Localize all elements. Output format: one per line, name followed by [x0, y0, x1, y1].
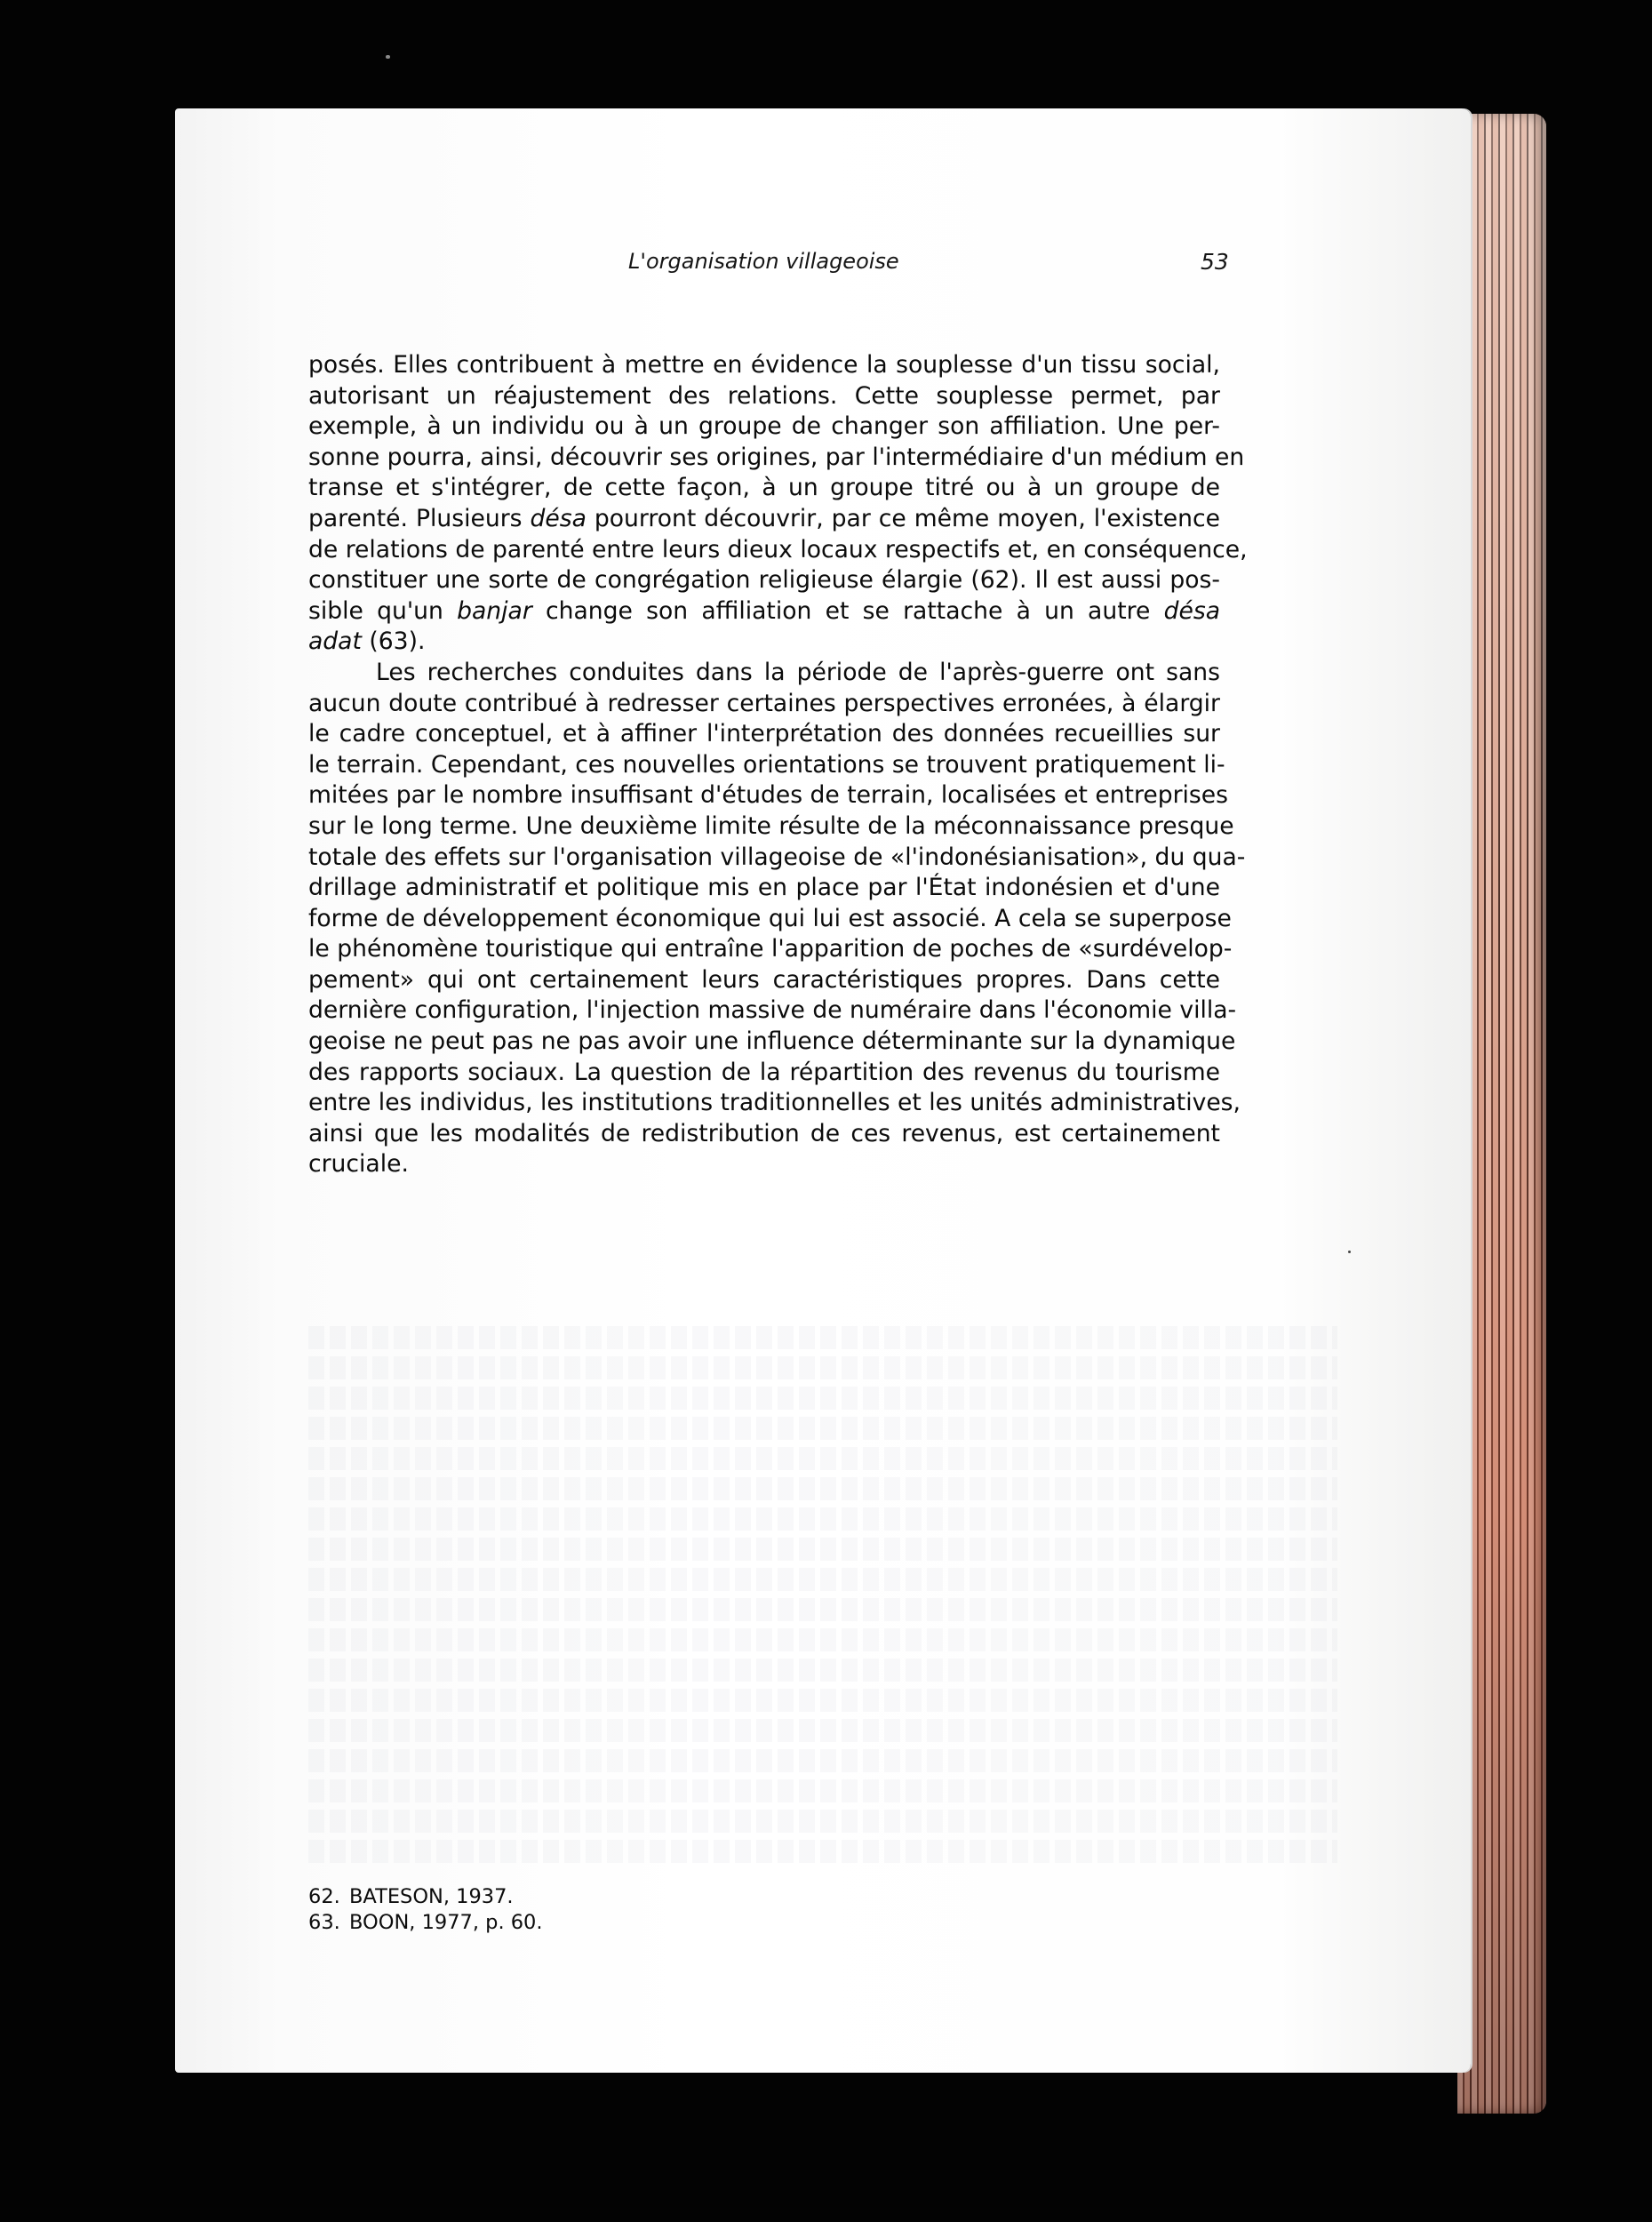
text-line: constituer une sorte de congrégation religieuse élargie (62). Il est aussi pos-: [308, 566, 1220, 595]
text-line: de relations de parenté entre leurs dieux locaux respectifs et, en conséquence,: [308, 535, 1248, 563]
text-line: ainsi que les modalités de redistribution de ces revenus, est certainement: [308, 1119, 1220, 1147]
text-line: dernière configuration, l'injection massive de numéraire dans l'économie villa-: [308, 996, 1237, 1025]
bleed-through-line: [308, 1447, 1337, 1470]
book-page: [175, 108, 1471, 2073]
text-line: le phénomène touristique qui entraîne l'apparition de poches de «surdévelop-: [308, 935, 1233, 963]
bleed-through-line: [308, 1779, 1337, 1802]
dust-mark: [386, 55, 390, 59]
text-line: parenté. Plusieurs désa pourront découvrir, par ce même moyen, l'existence: [308, 504, 1220, 532]
bleed-through-line: [308, 1507, 1337, 1531]
bleed-through-line: [308, 1689, 1337, 1712]
text-line: sur le long terme. Une deuxième limite résulte de la méconnaissance presque: [308, 811, 1234, 840]
bleed-through-line: [308, 1840, 1337, 1863]
bleed-through-line: [308, 1356, 1337, 1379]
footnotes: [308, 1884, 543, 1936]
bleed-through-line: [308, 1810, 1337, 1833]
running-title: L'organisation villageoise: [628, 249, 899, 274]
bleed-through-line: [308, 1598, 1337, 1621]
text-line: le terrain. Cependant, ces nouvelles orientations se trouvent pratiquement li-: [308, 750, 1225, 779]
text-line: cruciale.: [308, 1150, 409, 1179]
text-line: exemple, à un individu ou à un groupe de changer son affiliation. Une per-: [308, 412, 1220, 441]
footnote-62: [308, 1884, 543, 1910]
text-line: totale des effets sur l'organisation villageoise de «l'indonésianisation», du qua-: [308, 843, 1246, 871]
bleed-through-line: [308, 1326, 1337, 1349]
text-line: drillage administratif et politique mis en place par l'État indonésien et d'une: [308, 874, 1220, 902]
main-text: [308, 350, 1248, 1180]
footnote-number: 62.: [308, 1885, 340, 1908]
bleed-through-line: [308, 1749, 1337, 1772]
bleed-through-line: [308, 1538, 1337, 1561]
footnote-number: 63.: [308, 1911, 340, 1934]
bleed-through-line: [308, 1628, 1337, 1651]
paragraph-2: [308, 658, 1246, 1180]
page-number: 53: [1201, 249, 1229, 275]
book-page-edges: [1457, 114, 1546, 2114]
text-line: aucun doute contribué à redresser certaines perspectives erronées, à élargir: [308, 689, 1220, 717]
bleed-through-line: [308, 1477, 1337, 1500]
text-line: le cadre conceptuel, et à affiner l'interprétation des données recueillies sur: [308, 720, 1220, 748]
text-line: forme de développement économique qui lui est associé. A cela se superpose: [308, 904, 1232, 932]
footnote-text: BOON, 1977, p. 60.: [349, 1911, 543, 1934]
text-line: transe et s'intégrer, de cette façon, à un groupe titré ou à un groupe de: [308, 474, 1220, 502]
footnote-text: BATESON, 1937.: [349, 1885, 514, 1908]
paragraph-1: [308, 350, 1248, 658]
text-line: sonne pourra, ainsi, découvrir ses origines, par l'intermédiaire d'un médium en: [308, 443, 1245, 471]
dust-speck: [1348, 1251, 1351, 1253]
bleed-through-line: [308, 1659, 1337, 1682]
footnote-63: [308, 1910, 543, 1936]
bleed-through-line: [308, 1568, 1337, 1591]
text-line: des rapports sociaux. La question de la répartition des revenus du tourisme: [308, 1058, 1220, 1086]
text-line: mitées par le nombre insuffisant d'études de terrain, localisées et entreprises: [308, 781, 1228, 810]
text-line: autorisant un réajustement des relations. Cette souplesse permet, par: [308, 381, 1220, 410]
text-line: entre les individus, les institutions traditionnelles et les unités administratives,: [308, 1089, 1241, 1117]
text-line: geoise ne peut pas ne pas avoir une influence déterminante sur la dynamique: [308, 1027, 1236, 1056]
text-line: adat (63).: [308, 627, 426, 656]
bleed-through-line: [308, 1387, 1337, 1410]
text-line: posés. Elles contribuent à mettre en évidence la souplesse d'un tissu social,: [308, 351, 1220, 379]
bleed-through-line: [308, 1417, 1337, 1440]
text-line: sible qu'un banjar change son affiliation et se rattache à un autre désa: [308, 596, 1220, 625]
bleed-through-line: [308, 1719, 1337, 1742]
text-line: pement» qui ont certainement leurs caractéristiques propres. Dans cette: [308, 965, 1220, 994]
text-line: Les recherches conduites dans la période de l'après-guerre ont sans: [376, 658, 1220, 686]
